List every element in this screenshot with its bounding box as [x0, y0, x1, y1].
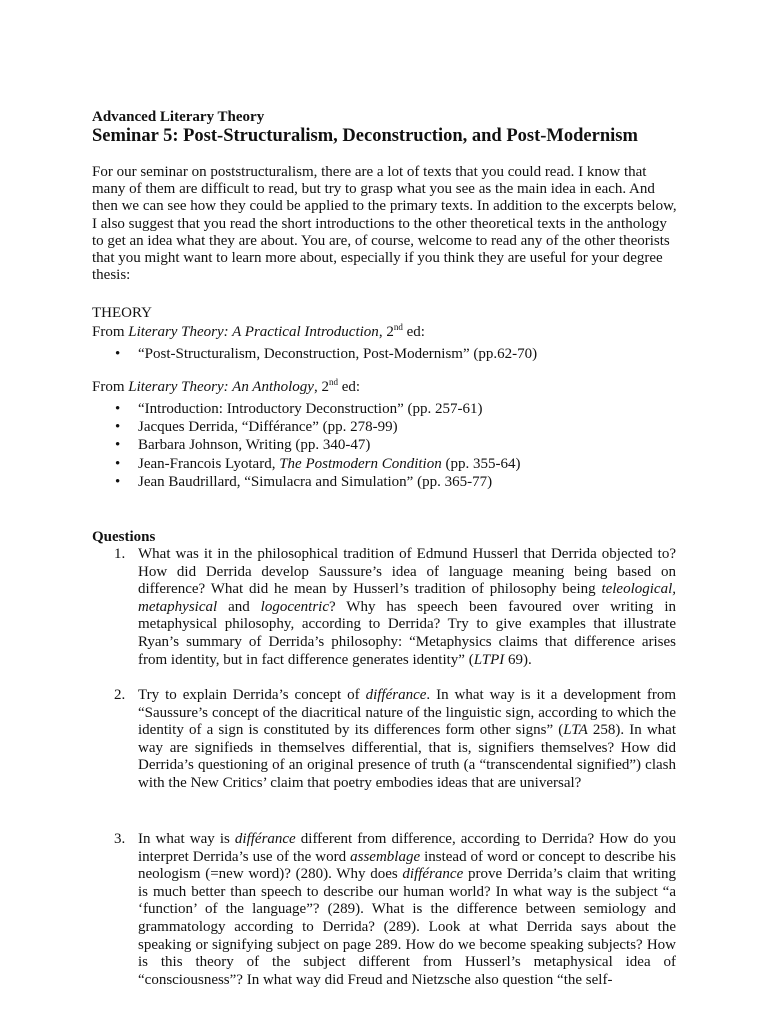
question-number: 3.	[114, 831, 126, 847]
list-item: • “Post-Structuralism, Deconstruction, Post-Modernism” (pp.62-70)	[115, 346, 538, 362]
course-name: Advanced Literary Theory	[92, 109, 265, 125]
reading-list-1	[0, 345, 537, 363]
question-number: 2.	[114, 687, 126, 703]
list-item: • “Introduction: Introductory Deconstruction” (pp. 257-61)	[115, 401, 483, 417]
source-practical-introduction: From Literary Theory: A Practical Introduction, 2nd ed:	[92, 322, 425, 340]
list-item: • Jean-Francois Lyotard, The Postmodern Condition (pp. 355-64)	[115, 455, 521, 472]
bullet-icon: •	[115, 401, 121, 417]
source-anthology: From Literary Theory: An Anthology, 2nd ed:	[92, 377, 361, 395]
bullet-icon: •	[115, 419, 121, 436]
question-text: In what way is différance different from difference, according to Derrida? How do you interpret Derrida’s use of the word assemblage instead of word or concept to describe his neologism (=new word)? (280). Why does différance prove Derrida’s claim that writing is much better than speech to describe our human world? In what way is the subject “a ‘function’ of the language”? (289). What is the difference between semiology and grammatology according to Derrida? (289). Look at what Derrida says about the speaking or signifying subject on page 289. How do we become speaking subjects? How is this theory of the subject different from Husserl’s metaphysical idea of “consciousness”? In what way did Freud and Nietzsche also question “the self-	[138, 831, 677, 988]
bullet-icon: •	[115, 473, 121, 490]
question-number: 1.	[114, 546, 126, 562]
intro-paragraph: For our seminar on poststructuralism, there are a lot of texts that you could read. I know that many of them are difficult to read, but try to grasp what you see as the main idea in each. And then we can see how they could be applied to the primary texts. In addition to the excerpts below, I also suggest that you read the short introductions to the other theoretical texts in the anthology to get an idea what they are about. You are, of course, welcome to read any of the other theorists that you might want to learn more about, especially if you think they are useful for your degree thesis:	[92, 164, 677, 284]
bullet-icon: •	[115, 346, 121, 362]
book-title: Literary Theory: A Practical Introduction	[128, 324, 379, 340]
page-title: Seminar 5: Post-Structuralism, Deconstruction, and Post-Modernism	[92, 126, 638, 146]
question-text: What was it in the philosophical tradition of Edmund Husserl that Derrida objected to? How did Derrida develop Saussure’s idea of language meaning being based on difference? What did he mean by Husserl’s tradition of philosophy being teleological, metaphysical and logocentric? Why has speech been favoured over writing in metaphysical philosophy, according to Derrida? Try to give examples that illustrate Ryan’s summary of Derrida’s philosophy: “Metaphysics claims that difference arises from identity, but in fact difference generates identity” (LTPI 69).	[138, 546, 676, 668]
questions-heading: Questions	[92, 529, 156, 545]
list-item: • Jacques Derrida, “Différance” (pp. 278-99)	[115, 419, 398, 436]
bullet-icon: •	[115, 437, 121, 454]
bullet-icon: •	[115, 455, 121, 472]
theory-heading: THEORY	[92, 305, 152, 321]
book-title: Literary Theory: An Anthology	[128, 379, 314, 395]
question-text: Try to explain Derrida’s concept of différance. In what way is it a development from “Saussure’s concept of the diacritical nature of the linguistic sign, according to which the identity of a sign is constituted by its differences form other signs” (LTA 258). In what way are signifieds in themselves differential, that is, signifiers themselves? How did Derrida’s questioning of an original presence of truth (a “transcendental signified”) clash with the New Critics’ claim that poetry embodies ideas that are universal?	[138, 687, 677, 791]
list-item: • Jean Baudrillard, “Simulacra and Simulation” (pp. 365-77)	[115, 473, 493, 490]
reading-list-2	[0, 400, 520, 491]
list-item: • Barbara Johnson, Writing (pp. 340-47)	[115, 437, 371, 454]
